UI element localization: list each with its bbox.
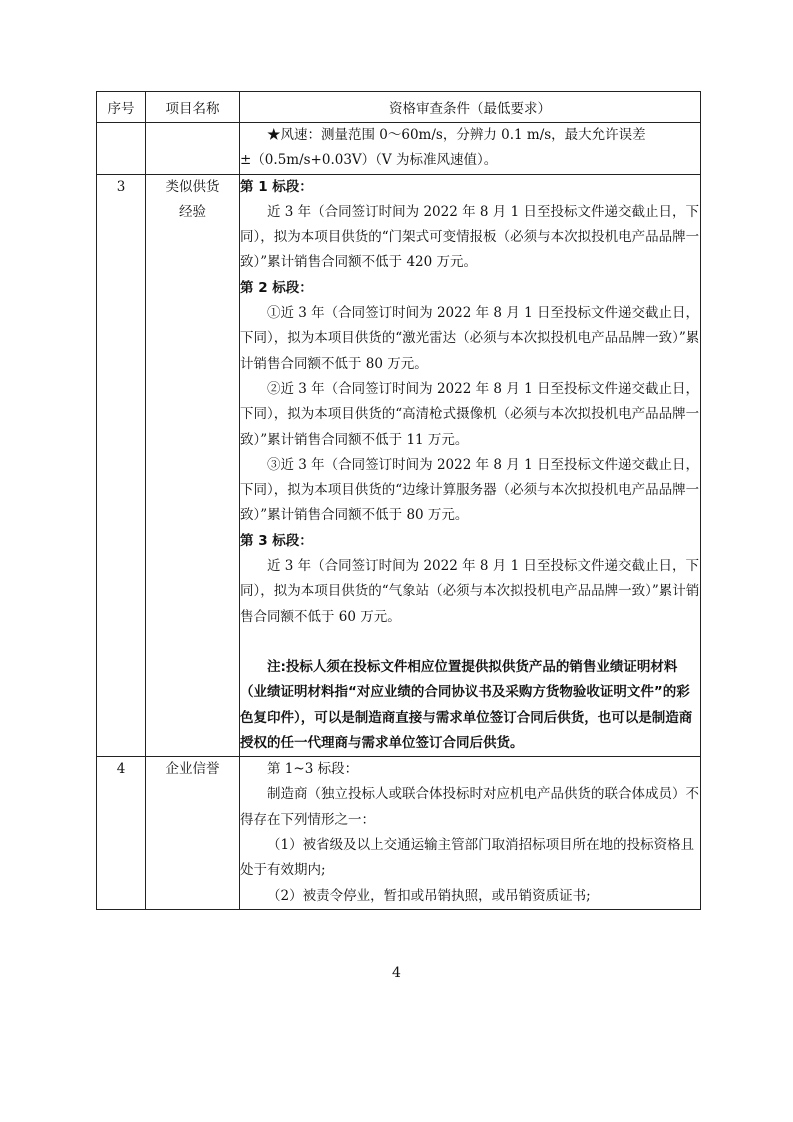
section2-item-1: ①近 3 年（合同签订时间为 2022 年 8 月 1 日至投标文件递交截止日，下同），拟为本项目供货的“激光雷达（必须与本次拟投机电产品品牌一致）”累计销售合同额不低于 80 万元。 bbox=[240, 305, 700, 372]
table-header-row bbox=[97, 92, 701, 123]
cell-empty-name bbox=[146, 123, 240, 175]
row3-serial-number: 3 bbox=[97, 174, 146, 757]
qualification-table bbox=[96, 91, 701, 910]
section1-title: 第 1 标段： bbox=[240, 178, 313, 195]
row3-item-name bbox=[146, 174, 240, 757]
row4-item-1: （1）被省级及以上交通运输主管部门取消招标项目所在地的投标资格且处于有效期内; bbox=[240, 837, 695, 879]
row4-serial-number: 4 bbox=[97, 757, 146, 910]
table-row-enterprise-credit bbox=[97, 757, 701, 910]
section2-title: 第 2 标段： bbox=[240, 279, 313, 296]
section2-item-2: ②近 3 年（合同签订时间为 2022 年 8 月 1 日至投标文件递交截止日，下同），拟为本项目供货的“高清枪式摄像机（必须与本次拟投机电产品品牌一致）”累计销售合同额不低于 11 万元。 bbox=[240, 380, 700, 448]
blank-line bbox=[240, 630, 700, 655]
page-number: 4 bbox=[392, 965, 401, 981]
note-text: 注:投标人须在投标文件相应位置提供拟供货产品的销售业绩证明材料（业绩证明材料指“对应业绩的合同协议书及采购方货物验收证明文件”的彩色复印件），可以是制造商直接与需求单位签订合同后供货，也可以是制造商授权的任一代理商与需求单位签订合同后供货。 bbox=[240, 658, 693, 751]
table-row-wind-speed bbox=[97, 123, 701, 175]
wind-speed-text: ★风速：测量范围 0～60m/s，分辨力 0.1 m/s，最大允许误差±（0.5m/s+0.03V）（V 为标准风速值）。 bbox=[240, 127, 646, 169]
section2-item-3: ③近 3 年（合同签订时间为 2022 年 8 月 1 日至投标文件递交截止日，下同），拟为本项目供货的“边缘计算服务器（必须与本次拟投机电产品品牌一致）”累计销售合同额不低于 80 万元。 bbox=[240, 456, 700, 524]
cell-wind-speed-requirement bbox=[240, 123, 701, 175]
section3-text: 近 3 年（合同签订时间为 2022 年 8 月 1 日至投标文件递交截止日，下同），拟为本项目供货的“气象站（必须与本次拟投机电产品品牌一致）”累计销售合同额不低于 60 万元。 bbox=[240, 558, 700, 625]
header-requirements: 资格审查条件（最低要求） bbox=[240, 92, 701, 123]
section1-text: 近 3 年（合同签订时间为 2022 年 8 月 1 日至投标文件递交截止日，下同），拟为本项目供货的“门架式可变情报板（必须与本次拟投机电产品品牌一致）”累计销售合同额不低于 420 万元。 bbox=[240, 203, 700, 271]
section3-title: 第 3 标段： bbox=[240, 532, 313, 549]
row4-item-name: 企业信誉 bbox=[146, 757, 240, 910]
row3-item-name-text: 类似供货经验 bbox=[165, 178, 220, 220]
row4-requirements bbox=[240, 757, 701, 910]
cell-empty-no bbox=[97, 123, 146, 175]
row4-line-1: 第 1~3 标段： bbox=[267, 761, 359, 778]
header-item-name: 项目名称 bbox=[146, 92, 240, 123]
header-serial-number: 序号 bbox=[97, 92, 146, 123]
row4-item-2: （2）被责令停业，暂扣或吊销执照，或吊销资质证书; bbox=[267, 887, 591, 904]
row3-requirements bbox=[240, 174, 701, 757]
row4-line-2: 制造商（独立投标人或联合体投标时对应机电产品供货的联合体成员）不得存在下列情形之一： bbox=[240, 786, 699, 828]
table-row-similar-supply bbox=[97, 174, 701, 757]
